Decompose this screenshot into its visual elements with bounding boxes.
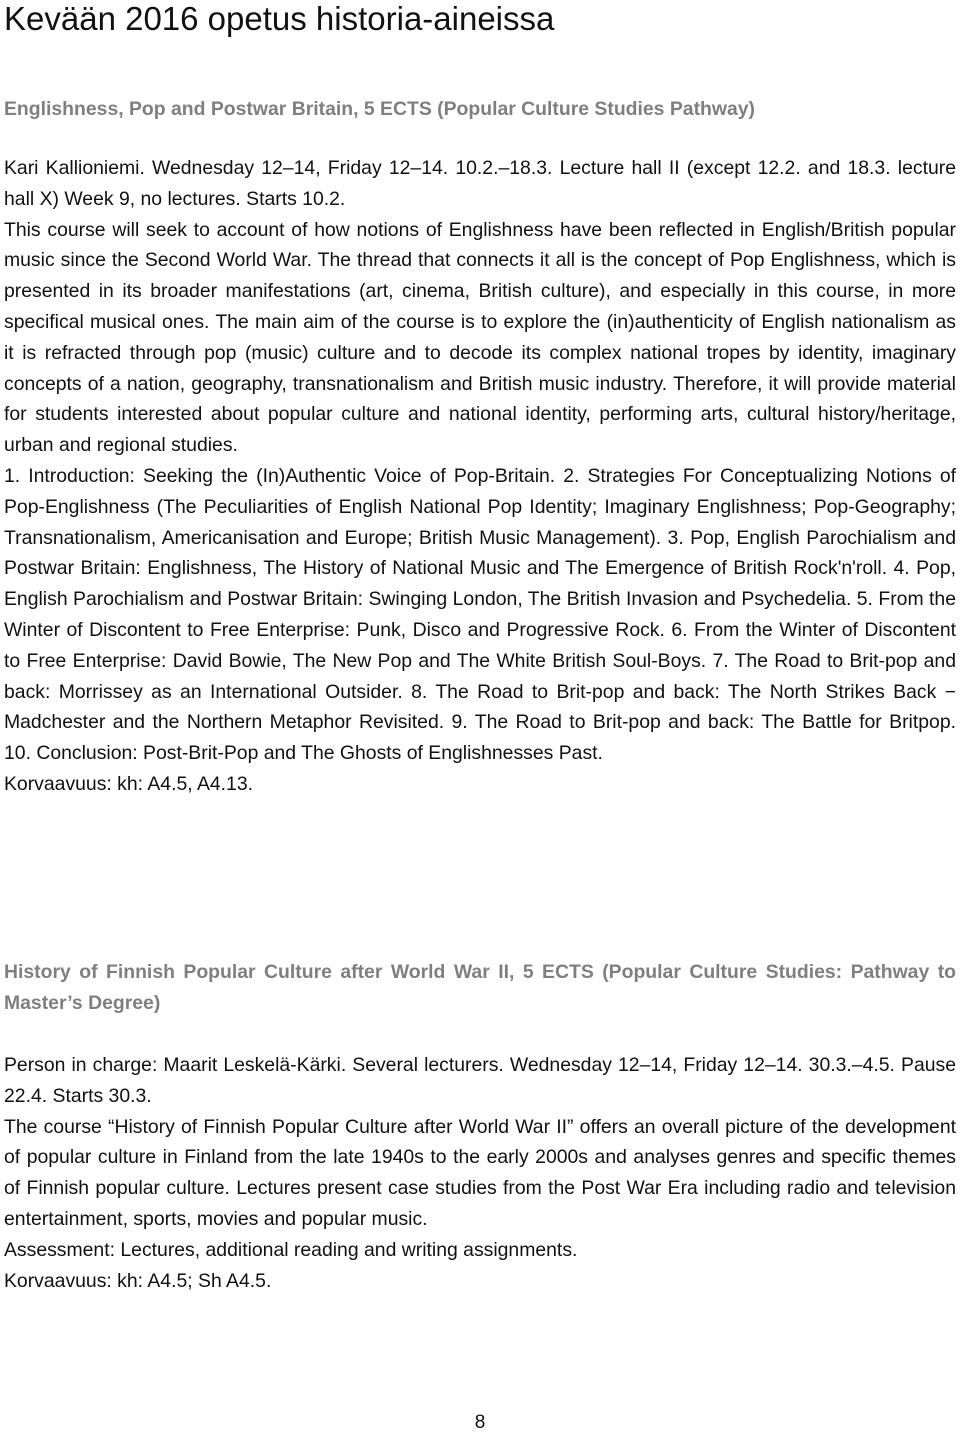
course-section-finnish-popular-culture: [4, 1050, 956, 1296]
course-section-englishness: [4, 153, 956, 800]
document-page: [4, 0, 956, 1440]
course-description: The course “History of Finnish Popular Culture after World War II” offers an overall picture of the development of popular culture in Finland from the late 1940s to the early 2000s and analyses genres and specific themes of Finnish popular culture. Lectures present case studies from the Post War Era including radio and television entertainment, sports, movies and popular music.: [4, 1115, 956, 1230]
page-number: 8: [474, 1412, 486, 1433]
course-equivalence: Korvaavuus: kh: A4.5; Sh A4.5.: [4, 1269, 272, 1292]
page-title: Kevään 2016 opetus historia-aineissa: [4, 0, 555, 37]
course-schedule: Person in charge: Maarit Leskelä-Kärki. Several lecturers. Wednesday 12–14, Friday 12–14. 30.3.–4.5. Pause 22.4. Starts 30.3.: [4, 1054, 956, 1107]
course-description: This course will seek to account of how notions of Englishness have been reflected in English/British popular music since the Second World War. The thread that connects it all is the concept of Pop Englishness, which is presented in its broader manifestations (art, cinema, British culture), and especially in this course, in more specifical musical ones. The main aim of the course is to explore the (in)authenticity of English nationalism as it is refracted through pop (music) culture and to decode its complex national tropes by identity, imaginary concepts of a nation, geography, transnationalism and British music industry. Therefore, it will provide material for students interested about popular culture and national identity, performing arts, cultural history/heritage, urban and regional studies.: [4, 218, 956, 457]
course-topics: 1. Introduction: Seeking the (In)Authentic Voice of Pop-Britain. 2. Strategies For Conceptualizing Notions of Pop-Englishness (The Peculiarities of English National Pop Identity; Imaginary Englishness; Pop-Geography; Transnationalism, Americanisation and Europe; British Music Management). 3. Pop, English Parochialism and Postwar Britain: Englishness, The History of National Music and The Emergence of British Rock'n'roll. 4. Pop, English Parochialism and Postwar Britain: Swinging London, The British Invasion and Psychedelia. 5. From the Winter of Discontent to Free Enterprise: Punk, Disco and Progressive Rock. 6. From the Winter of Discontent to Free Enterprise: David Bowie, The New Pop and The White British Soul-Boys. 7. The Road to Brit-pop and back: Morrissey as an International Outsider. 8. The Road to Brit-pop and back: The North Strikes Back − Madchester and the Northern Metaphor Revisited. 9. The Road to Brit-pop and back: The Battle for Britpop. 10. Conclusion: Post-Brit-Pop and The Ghosts of Englishnesses Past.: [4, 464, 956, 765]
course-heading-finnish-popular-culture: History of Finnish Popular Culture after World War II, 5 ECTS (Popular Culture Studies: Pathway to Master’s Degree): [4, 961, 956, 1014]
course-equivalence: Korvaavuus: kh: A4.5, A4.13.: [4, 772, 254, 795]
course-schedule: Kari Kallioniemi. Wednesday 12–14, Friday 12–14. 10.2.–18.3. Lecture hall II (except 12.2. and 18.3. lecture hall X) Week 9, no lectures. Starts 10.2.: [4, 157, 956, 210]
course-assessment: Assessment: Lectures, additional reading and writing assignments.: [4, 1238, 578, 1261]
course-heading-englishness: Englishness, Pop and Postwar Britain, 5 ECTS (Popular Culture Studies Pathway): [4, 98, 755, 120]
